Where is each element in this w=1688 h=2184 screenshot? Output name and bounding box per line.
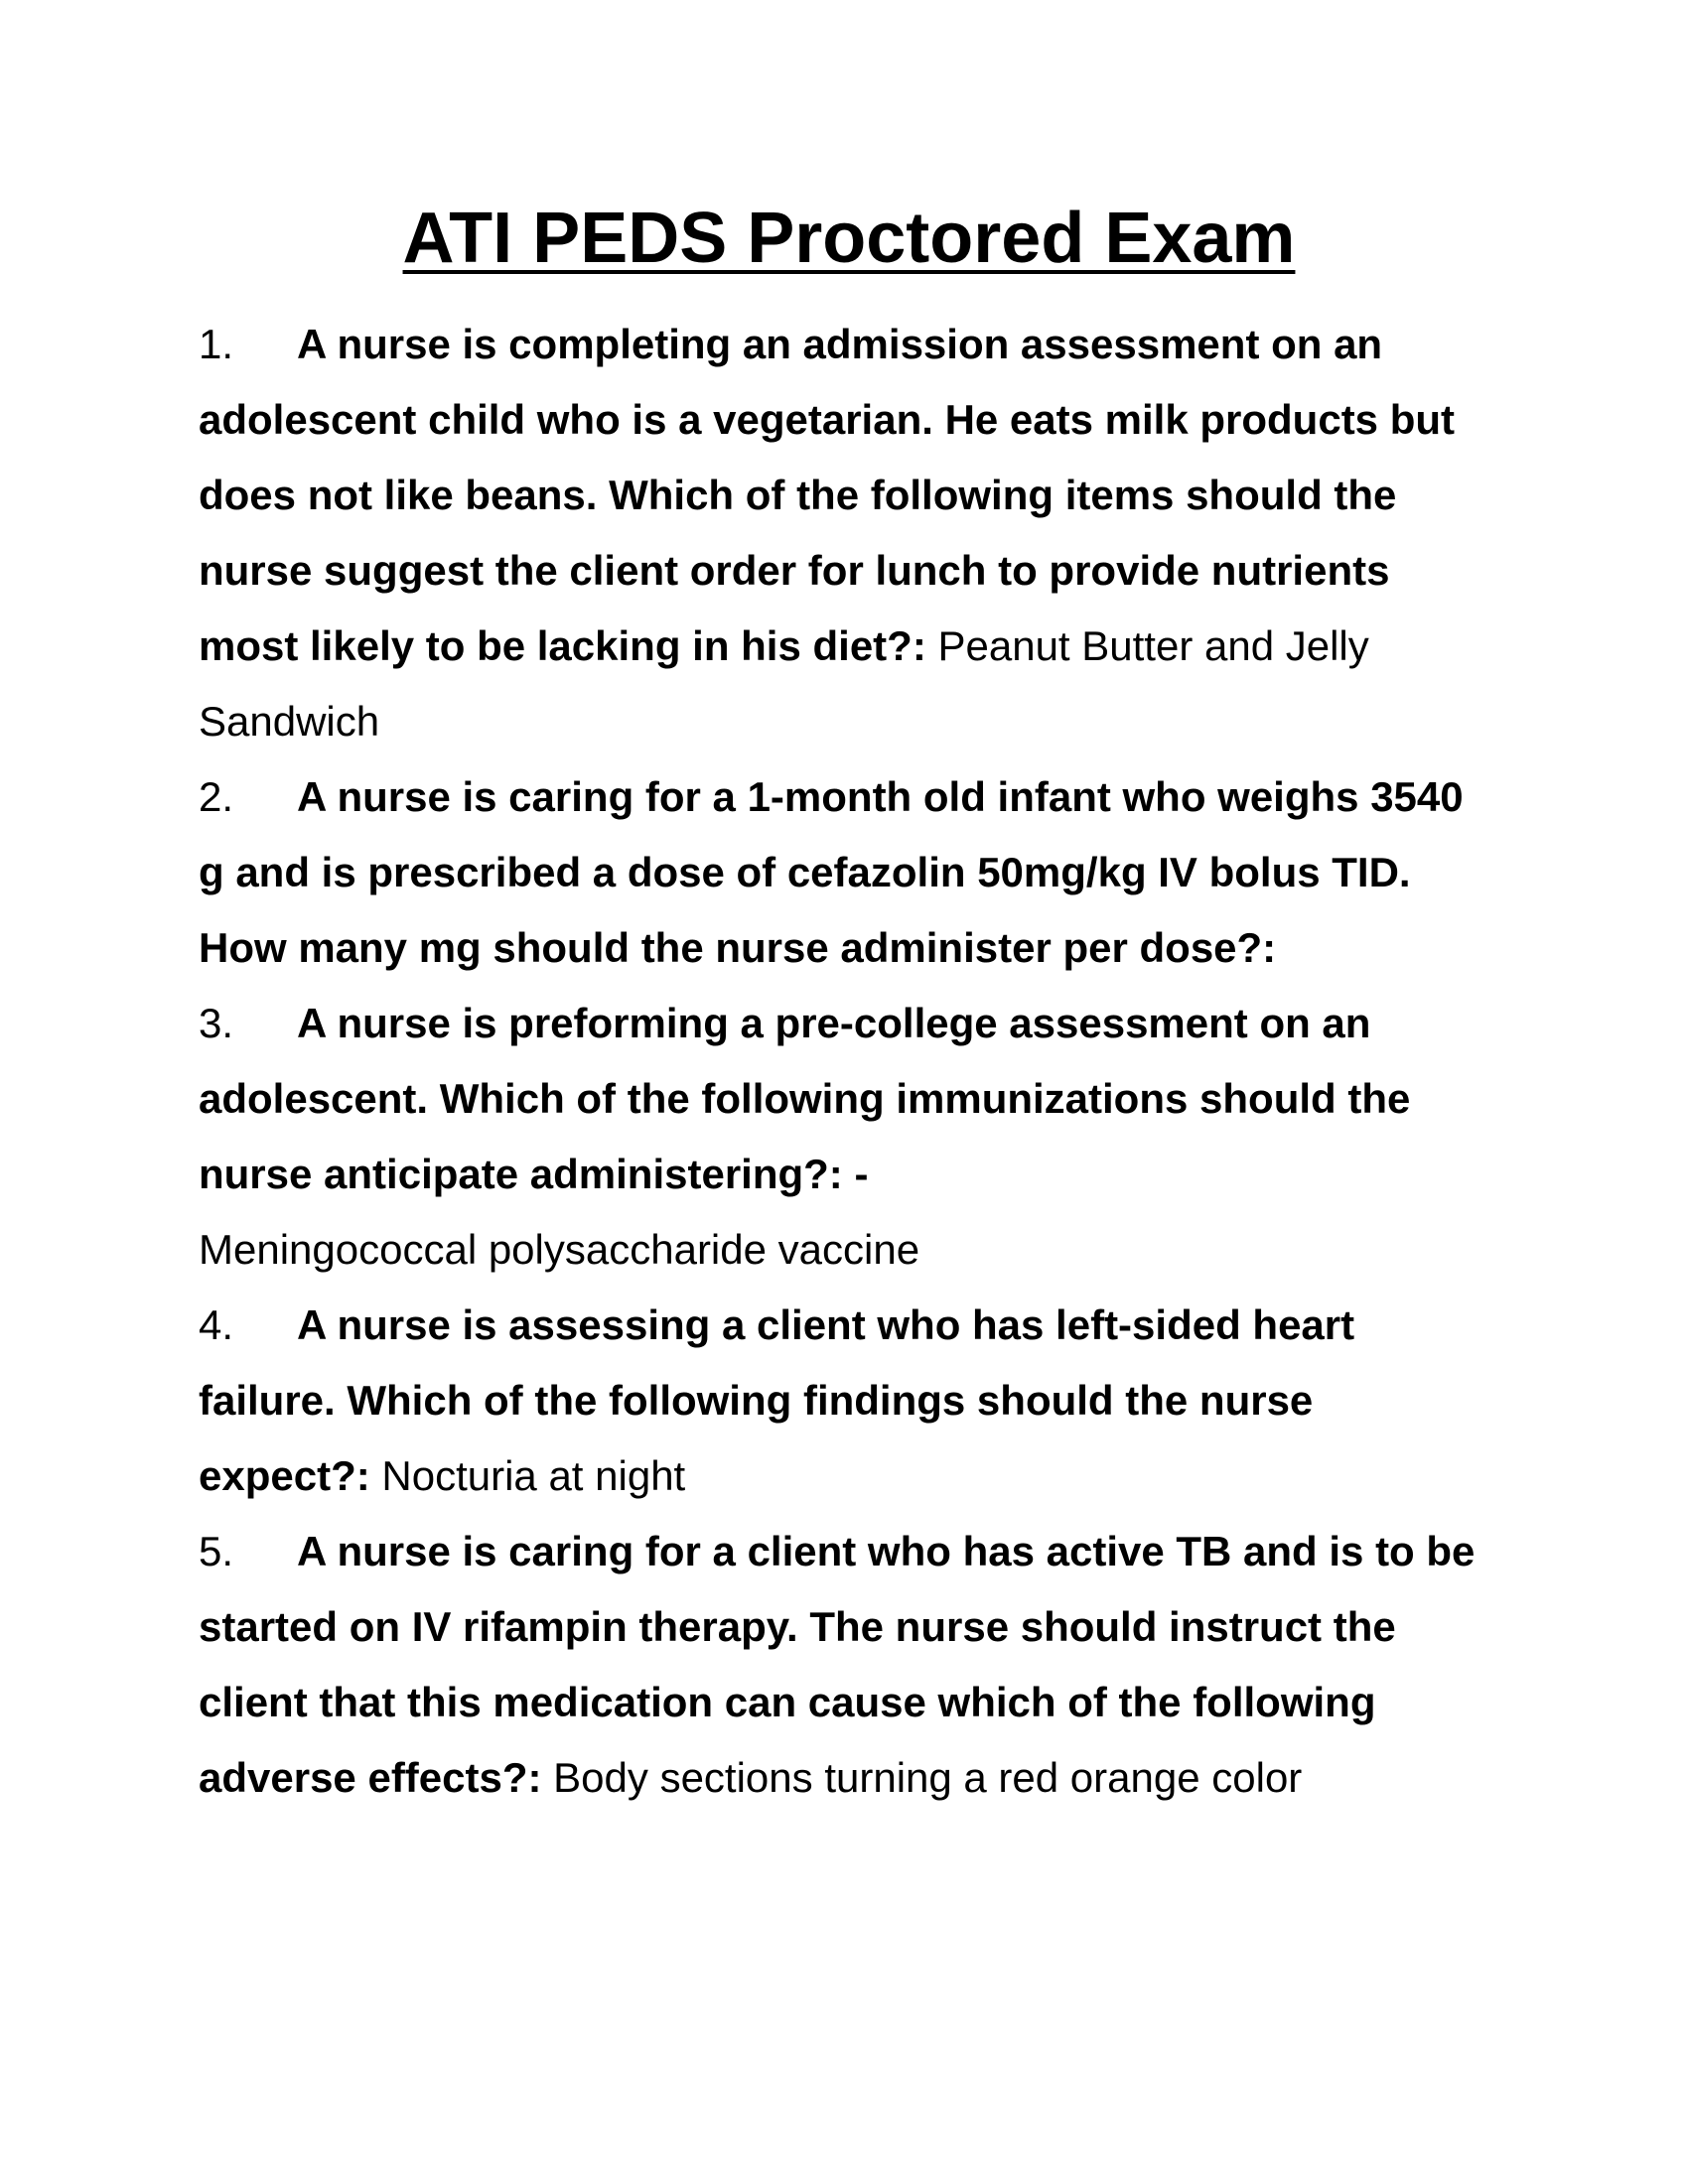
question-text: A nurse is preforming a pre-college assessment on an adolescent. Which of the following immunizations should the nurse anticipate administering?: - [199,1000,1411,1197]
question-number: 3. [199,1000,234,1046]
question-answer: Peanut Butter and Jelly Sandwich [199,622,1369,745]
question-number: 4. [199,1301,234,1348]
question-answer: Body sections turning a red orange color [553,1754,1303,1801]
question-answer: Nocturia at night [381,1452,686,1499]
question-text: A nurse is completing an admission assessment on an adolescent child who is a vegetarian. He eats milk products but does not like beans. Which of the following items should the nurse suggest the client order for lunch to provide nutrients most likely to be lacking in his diet?: [199,321,1456,669]
question-text: A nurse is caring for a 1-month old infant who weighs 3540 g and is prescribed a dose of cefazolin 50mg/kg IV bolus TID. How many mg should the nurse administer per dose?: [199,773,1464,971]
question-text: A nurse is assessing a client who has left-sided heart failure. Which of the following findings should the nurse expect?: [199,1301,1355,1499]
question-5 [199,1514,1489,1816]
question-answer: Meningococcal polysaccharide vaccine [199,1226,920,1273]
question-3 [199,986,1489,1212]
document-title: ATI PEDS Proctored Exam [402,199,1296,278]
question-text: A nurse is caring for a client who has active TB and is to be started on IV rifampin therapy. The nurse should instruct the client that this medication can cause which of the following adverse effects?: [199,1528,1476,1801]
document-page [199,194,1489,1816]
question-4 [199,1288,1489,1514]
question-1 [199,307,1489,759]
question-2 [199,759,1489,986]
question-number: 1. [199,321,234,367]
question-number: 2. [199,773,234,820]
question-number: 5. [199,1528,234,1574]
